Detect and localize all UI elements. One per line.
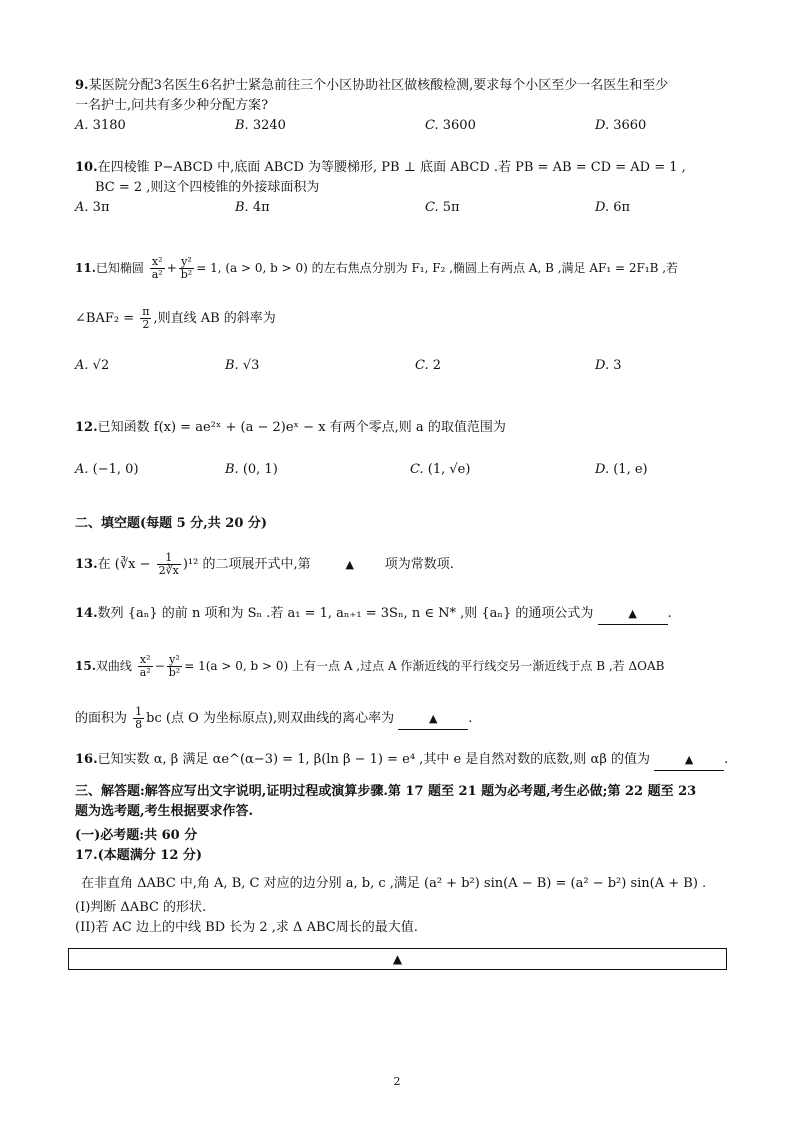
q9-option-a[interactable]: A. 3180 [75, 118, 126, 133]
q14-number: 14. [75, 606, 98, 621]
q10-number: 10. [75, 160, 98, 175]
q17-answer-mark: ▲ [392, 952, 403, 966]
q12-text: 已知函数 f(x) = ae²ˣ + (a − 2)eˣ − x 有两个零点,则 a 的取值范围为 [97, 420, 506, 435]
q17-part1: (I)判断 ΔABC 的形状. [75, 900, 207, 915]
q12-option-a[interactable]: A. (−1, 0) [75, 462, 139, 477]
q16-end: . [724, 752, 729, 767]
q17-part2: (II)若 AC 边上的中线 BD 长为 2 ,求 Δ ABC周长的最大值. [75, 920, 418, 935]
q10-option-c[interactable]: C. 5π [425, 200, 460, 215]
q11-line2-pre: ∠BAF₂ = [75, 311, 135, 326]
q10-options [75, 200, 725, 222]
q11-fraction-y: $\frac{\text{y²}}{\text{b²}}$ [180, 255, 193, 281]
q9-options [75, 118, 725, 140]
q10-option-d[interactable]: D. 6π [595, 200, 631, 215]
q10-option-b[interactable]: B. 4π [235, 200, 270, 215]
q9-text-line1: 某医院分配3名医生6名护士紧急前往三个小区协助社区做核酸检测,要求每个小区至少一名医生和至少 [88, 78, 669, 93]
question-16 [75, 750, 729, 771]
q14-answer-blank[interactable]: ▲ [598, 604, 668, 625]
q10-text-line2: BC = 2 ,则这个四棱锥的外接球面积为 [95, 180, 320, 195]
q12-option-b[interactable]: B. (0, 1) [225, 462, 278, 477]
q15-minus: − [154, 659, 165, 673]
question-12 [75, 418, 725, 438]
q11-number: 11. [75, 261, 96, 275]
q11-post: = 1, (a > 0, b > 0) 的左右焦点分别为 F₁, F₂ ,椭圆上有两点 A, B ,满足 AF₁ = 2F₁B ,若 [196, 261, 679, 275]
q9-option-b[interactable]: B. 3240 [235, 118, 286, 133]
question-11 [75, 256, 725, 281]
q11-plus: + [166, 261, 177, 275]
q10-text-line1: 在四棱锥 P−ABCD 中,底面 ABCD 为等腰梯形, PB ⊥ 底面 ABCD .若 PB = AB = CD = AD = 1 , [97, 160, 686, 175]
q15-end: . [468, 711, 473, 726]
q15-line2-pre: 的面积为 [75, 711, 128, 726]
q13-post: 项为常数项. [384, 557, 454, 572]
q12-option-d[interactable]: D. (1, e) [595, 462, 648, 477]
q9-number: 9. [75, 78, 89, 93]
question-10 [75, 158, 725, 198]
q11-fraction-pi: $\frac{\pi}{2}$ [142, 305, 150, 331]
q9-option-d[interactable]: D. 3660 [595, 118, 647, 133]
q17-answer-box[interactable] [68, 948, 727, 970]
q10-option-a[interactable]: A. 3π [75, 200, 110, 215]
question-15 [75, 654, 725, 679]
q16-text: 已知实数 α, β 满足 αe^(α−3) = 1, β(ln β − 1) = e⁴ ,其中 e 是自然对数的底数,则 αβ 的值为 [97, 752, 650, 767]
q14-end: . [667, 606, 672, 621]
q11-fraction-x: $\frac{\text{x²}}{\text{a²}}$ [151, 255, 163, 281]
q14-text: 数列 {aₙ} 的前 n 项和为 Sₙ .若 a₁ = 1, aₙ₊₁ = 3Sₙ, n ∈ N* ,则 {aₙ} 的通项公式为 [97, 606, 594, 621]
page-number: 2 [393, 1075, 401, 1088]
q16-number: 16. [75, 752, 98, 767]
section-3-heading [75, 782, 725, 822]
q13-fraction: $\frac{1}{2∛x}$ [158, 551, 179, 577]
q11-option-a[interactable]: A. √2 [75, 358, 110, 373]
section-3-line1: 三、解答题:解答应写出文字说明,证明过程或演算步骤.第 17 题至 21 题为必考题,考生必做;第 22 题至 23 [75, 784, 697, 799]
q12-number: 12. [75, 420, 98, 435]
question-13 [75, 552, 725, 577]
q9-option-c[interactable]: C. 3600 [425, 118, 476, 133]
q15-fraction-y: $\frac{\text{y²}}{\text{b²}}$ [168, 653, 181, 679]
q11-options [75, 358, 725, 380]
q11-option-d[interactable]: D. 3 [595, 358, 622, 373]
section-2-heading: 二、填空题(每题 5 分,共 20 分) [75, 516, 268, 531]
q13-pre: 在 (∛x − [97, 557, 151, 572]
q15-fraction-eighth: $\frac{1}{8}$ [135, 705, 143, 731]
q15-line2-post: bc (点 O 为坐标原点),则双曲线的离心率为 [146, 711, 395, 726]
q17-header: 17.(本题满分 12 分) [75, 848, 203, 863]
q11-option-b[interactable]: B. √3 [225, 358, 260, 373]
q13-answer-blank[interactable]: ▲ [345, 558, 354, 571]
q13-mid: )¹² 的二项展开式中,第 [182, 557, 311, 572]
section-3-line2: 题为选考题,考生根据要求作答. [75, 804, 254, 819]
q11-pre: 已知椭圆 [95, 261, 144, 275]
question-14 [75, 604, 725, 625]
q12-option-c[interactable]: C. (1, √e) [410, 462, 471, 477]
q13-number: 13. [75, 557, 98, 572]
required-heading: (一)必考题:共 60 分 [75, 828, 198, 843]
q15-number: 15. [75, 659, 96, 673]
q12-options [75, 462, 725, 484]
question-9 [75, 76, 725, 116]
q15-pre: 双曲线 [95, 659, 132, 673]
question-15-line2 [75, 706, 725, 731]
q11-option-c[interactable]: C. 2 [415, 358, 442, 373]
q16-answer-blank[interactable]: ▲ [654, 750, 724, 771]
q17-stem: 在非直角 ΔABC 中,角 A, B, C 对应的边分别 a, b, c ,满足 (a² + b²) sin(A − B) = (a² − b²) sin(A + B) . [81, 876, 707, 891]
q15-post: = 1(a > 0, b > 0) 上有一点 A ,过点 A 作渐近线的平行线交另一渐近线于点 B ,若 ΔOAB [184, 659, 665, 673]
question-11-line2 [75, 306, 725, 331]
q15-fraction-x: $\frac{\text{x²}}{\text{a²}}$ [139, 653, 151, 679]
q15-answer-blank[interactable]: ▲ [398, 709, 468, 730]
q11-line2-post: ,则直线 AB 的斜率为 [153, 311, 276, 326]
q9-text-line2: 一名护士,问共有多少种分配方案? [75, 98, 269, 113]
question-17 [75, 846, 725, 938]
